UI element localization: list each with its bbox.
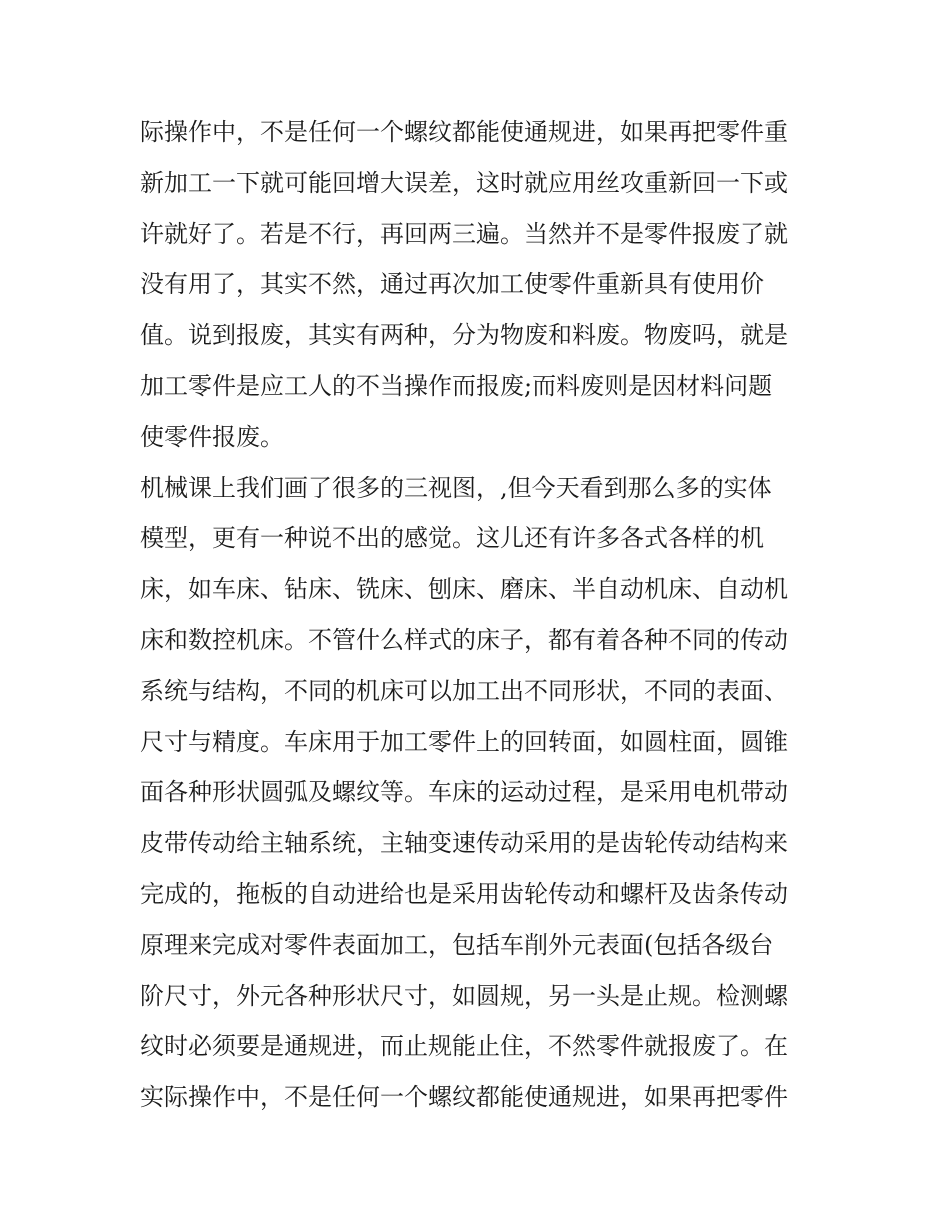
- text-line: 模型，更有一种说不出的感觉。这儿还有许多各式各样的机: [140, 524, 764, 553]
- text-line: 机械课上我们画了很多的三视图，,但今天看到那么多的实体: [140, 473, 772, 502]
- text-line: 加工零件是应工人的不当操作而报废;而料废则是因材料问题: [140, 371, 773, 400]
- text-line: 完成的，拖板的自动进给也是采用齿轮传动和螺杆及齿条传动: [140, 879, 788, 908]
- text-line: 纹时必须要是通规进，而止规能止住，不然零件就报废了。在: [140, 1032, 788, 1061]
- text-line: 原理来完成对零件表面加工，包括车削外元表面(包括各级台: [140, 930, 774, 959]
- text-line: 没有用了，其实不然，通过再次加工使零件重新具有使用价: [140, 270, 764, 299]
- text-line: 面各种形状圆弧及螺纹等。车床的运动过程，是采用电机带动: [140, 778, 788, 807]
- text-line: 系统与结构，不同的机床可以加工出不同形状，不同的表面、: [140, 676, 788, 705]
- text-line: 皮带传动给主轴系统，主轴变速传动采用的是齿轮传动结构来: [140, 829, 788, 858]
- text-line: 床，如车床、钻床、铣床、刨床、磨床、半自动机床、自动机: [140, 575, 788, 604]
- text-line: 阶尺寸，外元各种形状尺寸，如圆规，另一头是止规。检测螺: [140, 981, 788, 1010]
- text-line: 使零件报废。: [140, 422, 284, 451]
- paragraph-2: [140, 463, 820, 1123]
- text-line: 际操作中，不是任何一个螺纹都能使通规进，如果再把零件重: [140, 118, 788, 146]
- text-line: 许就好了。若是不行，再回两三遍。当然并不是零件报废了就: [140, 219, 788, 248]
- text-line: 实际操作中，不是任何一个螺纹都能使通规进，如果再把零件: [140, 1083, 788, 1112]
- document-body: [140, 107, 820, 1123]
- paragraph-1: [140, 107, 820, 463]
- text-line: 值。说到报废，其实有两种，分为物废和料废。物废吗，就是: [140, 321, 788, 350]
- text-line: 尺寸与精度。车床用于加工零件上的回转面，如圆柱面，圆锥: [140, 727, 788, 756]
- text-line: 新加工一下就可能回增大误差，这时就应用丝攻重新回一下或: [140, 168, 788, 197]
- text-line: 床和数控机床。不管什么样式的床子，都有着各种不同的传动: [140, 625, 788, 654]
